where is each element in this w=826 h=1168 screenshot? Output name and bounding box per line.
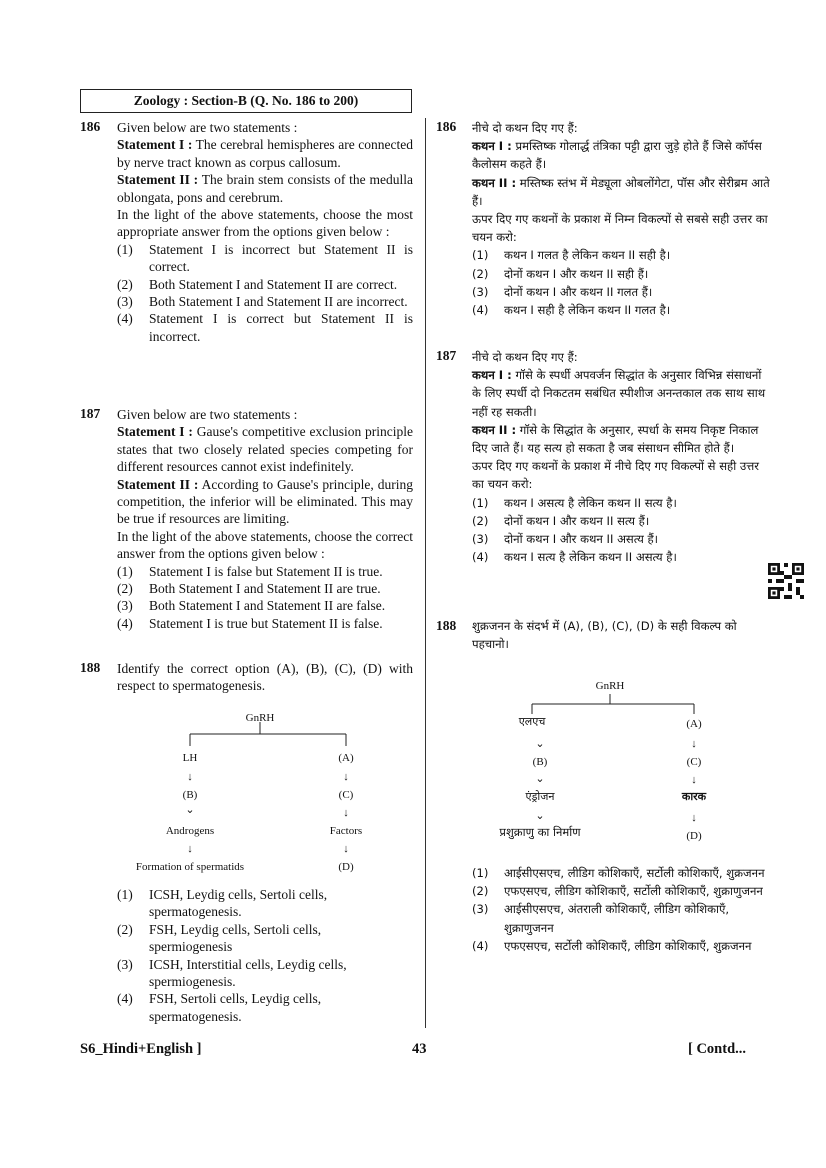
arrow-down-icon: ↓ <box>187 843 193 855</box>
statement-label: Statement I : <box>117 137 193 153</box>
arrow-down-icon: ↓ <box>187 771 193 783</box>
question-187-en <box>117 406 413 632</box>
arrow-down-icon: ↓ <box>691 774 697 786</box>
diagram-node: (D) <box>338 861 354 873</box>
arrow-down-icon: ↓ <box>343 807 349 819</box>
statement-text: The brain stem consists of the medulla oblongata, pons and cerebrum. <box>117 172 413 205</box>
statement-text: मस्तिष्क स्तंभ में मेड्यूला ओबलोंगेटा, पॉस और सेरीब्रम आते हैं। <box>472 175 770 208</box>
diagram-node: एलएच <box>518 715 546 728</box>
question-number: 186 <box>436 119 457 134</box>
question-187-hi <box>472 348 770 566</box>
option[interactable]: (2) एफएसएच, लीडिग कोशिकाएँ, सर्टोली कोशिकाएँ, शुक्राणुजनन <box>472 884 763 899</box>
question-188-en: Identify the correct option (A), (B), (C), (D) with respect to spermatogenesis. <box>117 661 413 694</box>
option[interactable]: (4) कथन I सही है लेकिन कथन II गलत है। <box>472 303 671 318</box>
diagram-node: (D) <box>686 830 702 842</box>
option[interactable]: (1) Statement I is false but Statement II is true. <box>117 563 383 579</box>
options-188-hi <box>472 864 770 955</box>
chevron-down-icon: ⌄ <box>535 738 545 750</box>
question-intro: नीचे दो कथन दिए गए हैं: <box>472 121 578 135</box>
instruction: In the light of the above statements, choose the correct answer from the options given below : <box>117 528 413 562</box>
diagram-node: (A) <box>686 718 702 730</box>
statement-text: The cerebral hemispheres are connected by nerve tract known as corpus callosum. <box>117 137 413 170</box>
option[interactable]: (2) Both Statement I and Statement II are correct. <box>117 276 398 292</box>
diagram-node: Formation of spermatids <box>135 861 245 873</box>
diagram-node: (C) <box>686 756 702 768</box>
statement-text: प्रमस्तिष्क गोलार्द्ध तंत्रिका पट्टी द्वारा जुड़े होते हैं जिसे कॉर्पस कैलोसम कहते हैं। <box>472 139 762 172</box>
statement-text: गॉसे के सिद्धांत के अनुसार, स्पर्धा के समय निकृष्ट निकाल दिए जाते हैं। यह सत्य हो सकता है जब संसाधन सीमित होते हैं। <box>472 422 759 456</box>
option[interactable]: (4) FSH, Sertoli cells, Leydig cells, spermatogenesis. <box>117 991 322 1024</box>
instruction: In the light of the above statements, choose the most appropriate answer from the options given below : <box>117 207 413 240</box>
option[interactable]: (4) Statement I is correct but Statement II is incorrect. <box>117 311 413 344</box>
statement-label: कथन I : <box>472 368 512 383</box>
question-intro: Given below are two statements : <box>117 407 298 422</box>
diagram-node: LH <box>182 752 198 764</box>
arrow-down-icon: ↓ <box>691 812 697 824</box>
chevron-down-icon: ⌄ <box>535 810 545 822</box>
arrow-down-icon: ↓ <box>691 738 697 750</box>
option[interactable]: (2) Both Statement I and Statement II are true. <box>117 581 381 597</box>
footer-paper-code: S6_Hindi+English ] <box>80 1041 202 1057</box>
diagram-node: (A) <box>338 752 354 764</box>
diagram-node: प्रशुक्राणु का निर्माण <box>499 825 581 839</box>
diagram-node: (C) <box>338 789 354 801</box>
question-186-en <box>117 119 413 345</box>
question-number: 188 <box>80 660 101 675</box>
spermatogenesis-diagram <box>120 700 400 880</box>
footer-contd: [ Contd... <box>688 1041 747 1057</box>
statement-label: Statement II : <box>117 172 199 188</box>
diagram-node: (B) <box>532 756 548 768</box>
option[interactable]: (3) दोनों कथन I और कथन II असत्य हैं। <box>472 532 659 547</box>
option[interactable]: (3) Both Statement I and Statement II are incorrect. <box>117 294 408 310</box>
question-188-hi: शुक्रजनन के संदर्भ में (A), (B), (C), (D) के सही विकल्प को पहचानो। <box>472 619 737 652</box>
section-header: Zoology : Section-B (Q. No. 186 to 200) <box>80 89 412 113</box>
question-number: 187 <box>436 348 457 363</box>
column-divider <box>425 118 426 1028</box>
option[interactable]: (4) Statement I is true but Statement II is false. <box>117 615 383 631</box>
question-intro: नीचे दो कथन दिए गए हैं: <box>472 350 578 364</box>
page-number: 43 <box>412 1041 427 1057</box>
options-188-en <box>117 886 385 1025</box>
arrow-down-icon: ↓ <box>343 843 349 855</box>
option[interactable]: (2) दोनों कथन I और कथन II सही हैं। <box>472 266 649 281</box>
option[interactable]: (1) कथन I गलत है लेकिन कथन II सही है। <box>472 248 671 263</box>
question-number: 188 <box>436 618 457 633</box>
option[interactable]: (1) ICSH, Leydig cells, Sertoli cells, spermatogenesis. <box>117 887 328 920</box>
statement-label: Statement II : <box>117 476 199 492</box>
diagram-node: Factors <box>329 825 363 837</box>
diagram-node-gnrh: GnRH <box>245 712 275 724</box>
option[interactable]: (3) दोनों कथन I और कथन II गलत हैं। <box>472 284 653 299</box>
diagram-node: कारक <box>681 790 707 803</box>
statement-label: कथन II : <box>472 422 517 437</box>
diagram-node: Androgens <box>165 825 215 837</box>
chevron-down-icon: ⌄ <box>185 804 195 816</box>
chevron-down-icon: ⌄ <box>535 773 545 785</box>
instruction: ऊपर दिए गए कथनों के प्रकाश में नीचे दिए गए विकल्पों से सही उत्तर का चयन करो: <box>472 459 759 492</box>
question-186-hi <box>472 119 770 319</box>
option[interactable]: (2) FSH, Leydig cells, Sertoli cells, spermiogenesis <box>117 921 322 955</box>
option[interactable]: (4) एफएसएच, सर्टोली कोशिकाएँ, लीडिग कोशिकाएँ, शुक्रजनन <box>472 938 752 953</box>
question-intro: Given below are two statements : <box>117 120 298 135</box>
option[interactable]: (3) Both Statement I and Statement II are false. <box>117 598 386 614</box>
statement-text: गॉसे के स्पर्धी अपवर्जन सिद्धांत के अनुसार विभिन्न संसाधनों के लिए स्पर्धी दो निकटतम सबंधित स्पीशीज अनन्तकाल तक साथ साथ नहीं रह सकती। <box>472 368 766 419</box>
arrow-down-icon: ↓ <box>343 771 349 783</box>
option[interactable]: (3) आईसीएसएच, अंतराली कोशिकाएँ, लीडिग कोशिकाएँ, शुक्राणुजनन <box>472 902 730 935</box>
option[interactable]: (2) दोनों कथन I और कथन II सत्य हैं। <box>472 513 650 528</box>
diagram-node: (B) <box>182 789 198 801</box>
question-number: 187 <box>80 406 101 421</box>
diagram-node-gnrh: GnRH <box>595 680 625 692</box>
diagram-node: एंड्रोजन <box>525 790 555 803</box>
statement-text: According to Gause's principle, during competition, the inferior will be eliminated. This may be true if resources are limiting. <box>117 476 413 527</box>
question-number: 186 <box>80 119 101 134</box>
option[interactable]: (1) आईसीएसएच, लीडिग कोशिकाएँ, सर्टोली कोशिकाएँ, शुक्रजनन <box>472 866 765 880</box>
statement-label: Statement I : <box>117 424 193 440</box>
option[interactable]: (3) ICSH, Interstitial cells, Leydig cells, spermiogenesis. <box>117 956 347 990</box>
qr-code-icon <box>768 563 804 599</box>
statement-label: कथन II : <box>472 175 517 190</box>
option[interactable]: (1) कथन I असत्य है लेकिन कथन II सत्य है। <box>472 495 677 510</box>
statement-label: कथन I : <box>472 139 512 154</box>
statement-text: Gause's competitive exclusion principle states that two closely related species competing for different resources cannot exist indefinitely. <box>117 424 414 475</box>
instruction: ऊपर दिए गए कथनों के प्रकाश में निम्न विकल्पों से सबसे सही उत्तर का चयन करो: <box>472 212 768 245</box>
option[interactable]: (1) Statement I is incorrect but Statement II is correct. <box>117 241 413 275</box>
option[interactable]: (4) कथन I सत्य है लेकिन कथन II असत्य है। <box>472 550 677 565</box>
